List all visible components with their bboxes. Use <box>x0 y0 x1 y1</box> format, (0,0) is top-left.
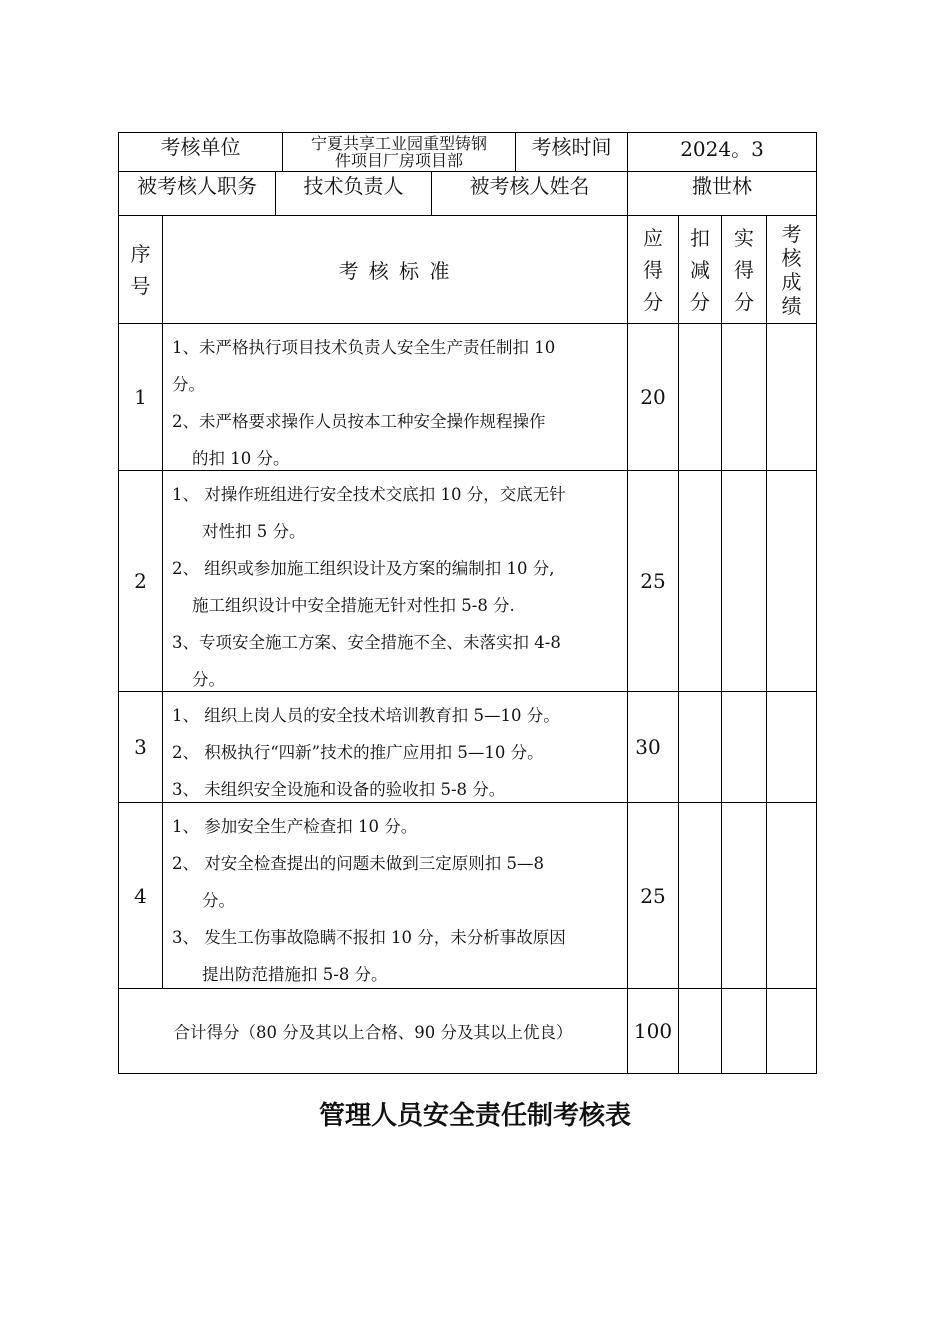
col-result-header: 考核成绩 <box>781 221 802 318</box>
row-4-line-4: 3、 发生工伤事故隐瞒不报扣 10 分，未分析事故原因 <box>172 928 566 947</box>
col-full-cell <box>628 216 678 323</box>
col-seq-cell <box>119 216 162 323</box>
row-4-criteria <box>172 808 622 993</box>
row-4-seq: 4 <box>134 883 147 908</box>
col-full-score-header: 应得分 <box>643 225 663 314</box>
name-label: 被考核人姓名 <box>469 173 590 198</box>
unit-value-line2: 件项目厂房项目部 <box>334 151 463 170</box>
col-actual-header: 实得分 <box>734 225 754 314</box>
row-1-seq: 1 <box>134 385 147 409</box>
time-value: 2024。3 <box>680 136 764 161</box>
row-4-line-2: 2、 对安全检查提出的问题未做到三定原则扣 5—8 <box>172 854 544 873</box>
row-2-line-3: 2、 组织或参加施工组织设计及方案的编制扣 10 分, <box>172 559 555 578</box>
row-4-line-1: 1、 参加安全生产检查扣 10 分。 <box>172 817 418 836</box>
row-1-line-1: 1、未严格执行项目技术负责人安全生产责任制扣 10 <box>172 338 556 357</box>
row-1-score: 20 <box>640 385 666 409</box>
row-3-seq: 3 <box>134 735 147 759</box>
total-label: 合计得分（80 分及其以上合格、90 分及其以上优良） <box>173 1023 573 1042</box>
row-3-criteria <box>172 697 622 808</box>
row-4-line-3: 分。 <box>202 891 235 910</box>
unit-label: 考核单位 <box>160 134 241 159</box>
row-2-criteria <box>172 476 622 698</box>
name-value: 撒世林 <box>692 173 752 198</box>
row-3-line-2: 2、 积极执行“四新”技术的推广应用扣 5—10 分。 <box>172 743 544 762</box>
col-standard-header: 考 核 标 准 <box>338 259 452 283</box>
row-2-line-1: 1、 对操作班组进行安全技术交底扣 10 分，交底无针 <box>172 485 566 504</box>
row-3-line-3: 3、 未组织安全设施和设备的验收扣 5-8 分。 <box>172 780 506 799</box>
assessment-table <box>118 132 817 1074</box>
col-deduction-header: 扣减分 <box>690 225 710 314</box>
page-title: 管理人员安全责任制考核表 <box>318 1101 631 1131</box>
time-label: 考核时间 <box>531 134 612 159</box>
row-4-score: 25 <box>640 883 666 908</box>
col-result-cell <box>767 216 816 323</box>
row-1-criteria <box>172 329 622 477</box>
row-2-score: 25 <box>640 569 666 593</box>
col-actual-cell <box>722 216 766 323</box>
row-4-line-5: 提出防范措施扣 5-8 分。 <box>202 965 388 984</box>
row-2-line-2: 对性扣 5 分。 <box>202 522 306 541</box>
position-label: 被考核人职务 <box>137 173 257 198</box>
row-1-line-2: 分。 <box>172 375 205 394</box>
row-3-line-1: 1、 组织上岗人员的安全技术培训教育扣 5—10 分。 <box>172 706 560 725</box>
row-2-line-4: 施工组织设计中安全措施无针对性扣 5-8 分. <box>192 596 515 615</box>
col-deduction-cell <box>679 216 721 323</box>
row-1-line-3: 2、未严格要求操作人员按本工种安全操作规程操作 <box>172 412 546 431</box>
row-2-line-5: 3、专项安全施工方案、安全措施不全、未落实扣 4-8 <box>172 633 561 652</box>
position-value: 技术负责人 <box>303 173 404 198</box>
row-2-seq: 2 <box>134 569 147 593</box>
total-score: 100 <box>633 1019 673 1043</box>
row-3-score: 30 <box>635 735 661 759</box>
unit-value-line1: 宁夏共享工业园重型铸钢 <box>310 134 487 153</box>
col-seq-header: 序号 <box>130 241 151 298</box>
unit-value <box>283 133 515 171</box>
row-2-line-6: 分。 <box>192 670 225 689</box>
row-1-line-4: 的扣 10 分。 <box>192 449 290 468</box>
